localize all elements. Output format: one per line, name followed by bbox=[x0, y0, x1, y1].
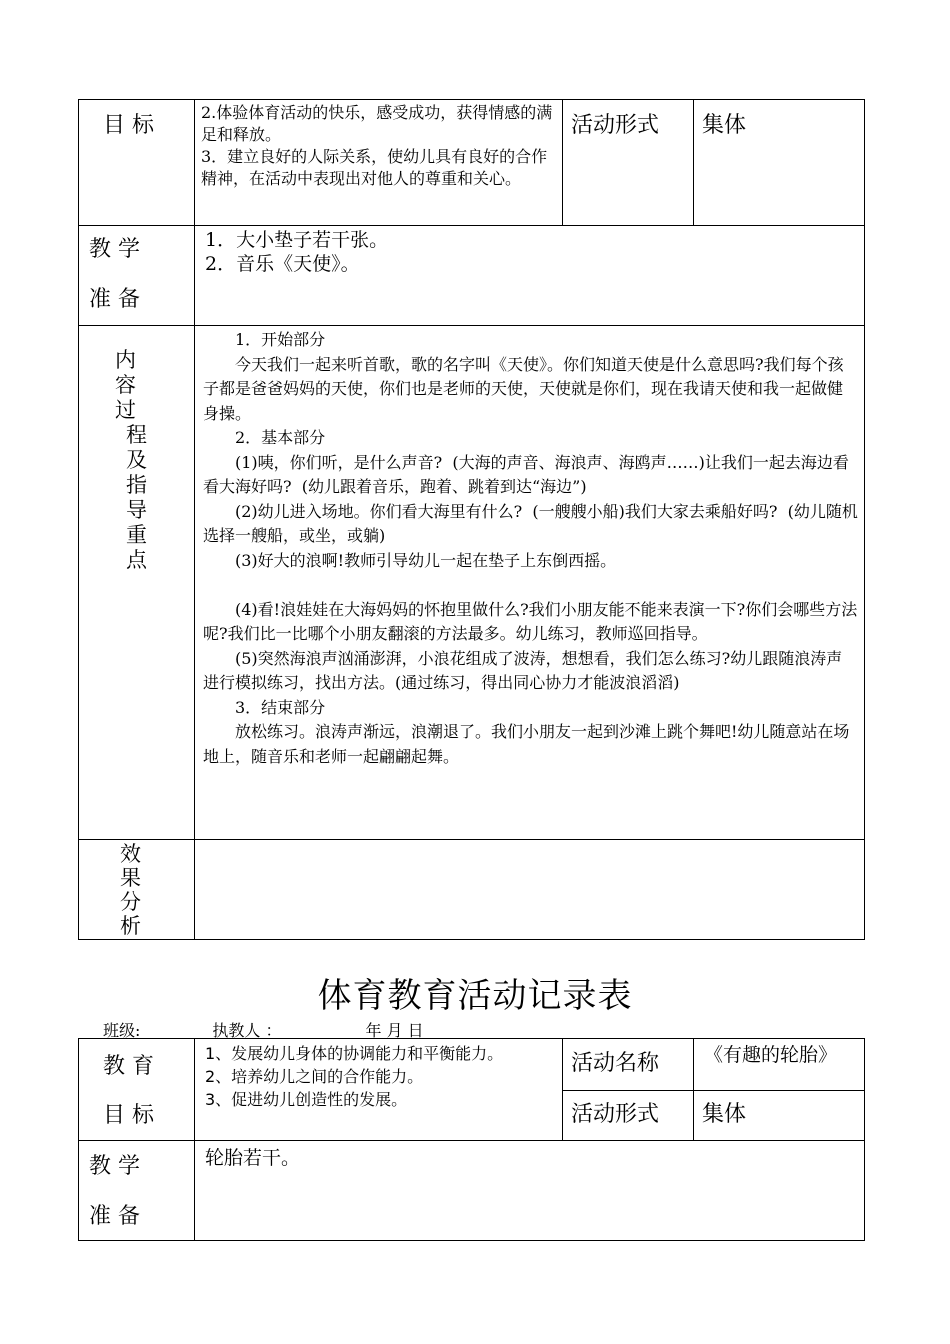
date-label: 年 月 日 bbox=[365, 1021, 424, 1040]
prep-value: 轮胎若干。 bbox=[205, 1147, 301, 1169]
effect-label-char: 分 bbox=[120, 890, 141, 914]
goal-label: 目 标 bbox=[103, 113, 154, 138]
form-value-cell bbox=[694, 100, 865, 226]
process-label-char: 内 bbox=[115, 348, 136, 372]
prep-content-cell bbox=[195, 1141, 865, 1241]
process-label-char: 指 bbox=[126, 473, 147, 497]
goal-item: 3、促进幼儿创造性的发展。 bbox=[205, 1090, 408, 1109]
prep-item: 1．大小垫子若干张。 bbox=[205, 229, 389, 251]
process-label-char: 容 bbox=[115, 373, 136, 397]
effect-label-cell bbox=[79, 840, 195, 940]
process-paragraph: (1)咦，你们听，是什么声音? (大海的声音、海浪声、海鸥声……)让我们一起去海边看看大海好吗? (幼儿跟着音乐，跑着、跳着到达“海边”) bbox=[203, 452, 849, 496]
prep-label-cell bbox=[79, 226, 195, 326]
process-content bbox=[195, 326, 864, 769]
form-title: 体育教育活动记录表 bbox=[317, 976, 633, 1016]
process-blank-line bbox=[203, 573, 858, 598]
teacher-label: 执教人 ： bbox=[212, 1021, 282, 1040]
form-label-cell bbox=[563, 1091, 694, 1141]
form-label: 活动形式 bbox=[571, 113, 660, 138]
name-value: 《有趣的轮胎》 bbox=[704, 1044, 838, 1066]
process-label-char: 导 bbox=[126, 498, 147, 522]
process-paragraph: (5)突然海浪声汹涌澎湃，小浪花组成了波涛，想想看，我们怎么练习?幼儿跟随浪涛声进行模拟练习，找出方法。(通过练习，得出同心协力才能波浪滔滔) bbox=[203, 648, 843, 692]
process-paragraph: 3．结束部分 bbox=[235, 697, 326, 717]
prep-label-cell bbox=[79, 1141, 195, 1241]
process-label-char: 重 bbox=[126, 523, 147, 547]
process-paragraph: 2．基本部分 bbox=[235, 428, 326, 447]
form-label-cell bbox=[563, 100, 694, 226]
goal-item: 2.体验体育活动的快乐，感受成功，获得情感的满足和释放。 bbox=[201, 103, 553, 144]
process-label-char: 点 bbox=[126, 548, 147, 572]
goal-label-cell bbox=[79, 100, 195, 226]
process-paragraph: 今天我们一起来听首歌，歌的名字叫《天使》。你们知道天使是什么意思吗?我们每个孩子都是爸爸妈妈的天使，你们也是老师的天使，天使就是你们，现在我请天使和我一起做健身操。 bbox=[203, 354, 844, 423]
goal-item: 2、培养幼儿之间的合作能力。 bbox=[205, 1067, 424, 1086]
goal-content-cell bbox=[195, 1039, 563, 1141]
process-paragraph: (2)幼儿进入场地。你们看大海里有什么? (一艘艘小船)我们大家去乘船好吗? (幼儿随机选择一艘船，或坐，或躺) bbox=[203, 501, 858, 545]
activity-table-1 bbox=[78, 99, 865, 940]
form-value-cell bbox=[694, 1091, 865, 1141]
name-value-cell bbox=[694, 1039, 865, 1091]
goal-content-cell bbox=[195, 100, 563, 226]
effect-label-char: 析 bbox=[120, 914, 141, 938]
process-label-char: 及 bbox=[126, 448, 147, 472]
goal-label-line1: 教 育 bbox=[103, 1054, 154, 1079]
prep-item: 2．音乐《天使》。 bbox=[205, 253, 360, 275]
goal-label-cell bbox=[79, 1039, 195, 1141]
form-value: 集体 bbox=[702, 113, 747, 138]
goal-item: 3．建立良好的人际关系，使幼儿具有良好的合作精神，在活动中表现出对他人的尊重和关心。 bbox=[201, 147, 548, 188]
effect-label-char: 效 bbox=[120, 842, 141, 866]
goal-label-line2: 目 标 bbox=[103, 1103, 154, 1128]
class-label: 班级: bbox=[103, 1021, 141, 1040]
goal-item: 1、发展幼儿身体的协调能力和平衡能力。 bbox=[205, 1044, 504, 1063]
prep-label-line1: 教 学 bbox=[89, 1154, 140, 1179]
effect-content-cell bbox=[195, 840, 865, 940]
effect-label-char: 果 bbox=[120, 866, 141, 890]
activity-table-2 bbox=[78, 1038, 865, 1241]
prep-content-cell bbox=[195, 226, 865, 326]
process-content-cell bbox=[195, 326, 865, 840]
form-label: 活动形式 bbox=[571, 1102, 660, 1127]
prep-label-line1: 教 学 bbox=[89, 237, 140, 262]
prep-label-line2: 准 备 bbox=[89, 1204, 140, 1229]
process-label-char: 过 bbox=[115, 398, 136, 422]
process-label-char: 程 bbox=[126, 423, 147, 447]
process-paragraph: 1．开始部分 bbox=[235, 330, 326, 349]
process-paragraph: (4)看!浪娃娃在大海妈妈的怀抱里做什么?我们小朋友能不能来表演一下?你们会哪些方法呢?我们比一比哪个小朋友翻滚的方法最多。幼儿练习，教师巡回指导。 bbox=[203, 599, 858, 643]
name-label-cell bbox=[563, 1039, 694, 1091]
process-label-cell bbox=[79, 326, 195, 840]
prep-label-line2: 准 备 bbox=[89, 287, 140, 312]
form-value: 集体 bbox=[702, 1102, 747, 1127]
name-label: 活动名称 bbox=[571, 1051, 660, 1076]
process-paragraph: 放松练习。浪涛声渐远，浪潮退了。我们小朋友一起到沙滩上跳个舞吧!幼儿随意站在场地上，随音乐和老师一起翩翩起舞。 bbox=[203, 722, 850, 766]
process-paragraph: (3)好大的浪啊!教师引导幼儿一起在垫子上东倒西摇。 bbox=[235, 550, 617, 570]
